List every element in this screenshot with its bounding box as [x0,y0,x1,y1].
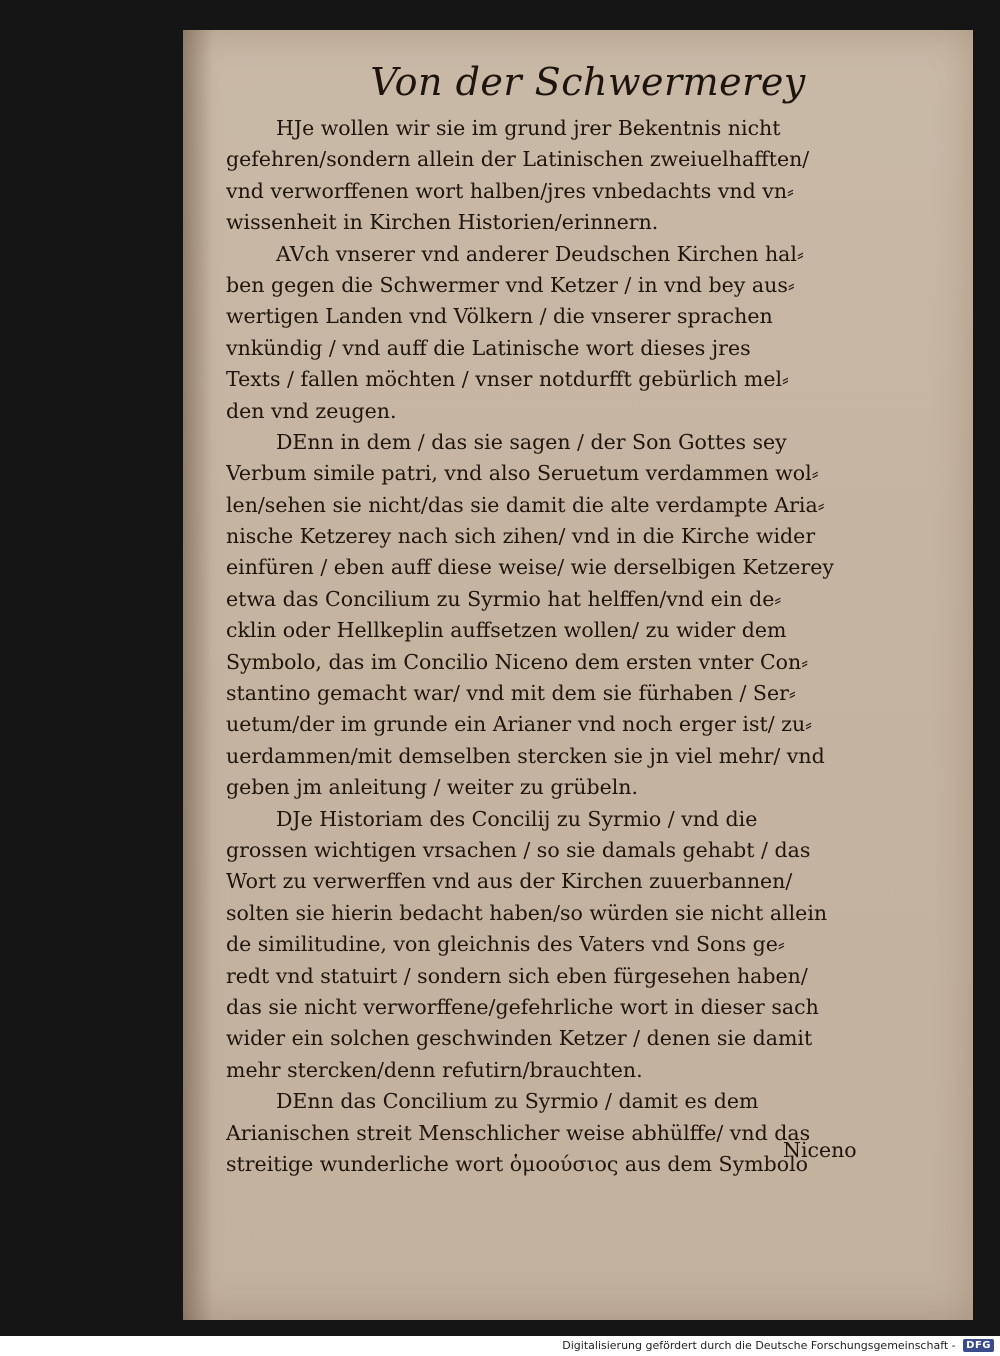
text-line: AVch vnserer vnd anderer Deudschen Kirchen hal⸗ [276,241,804,266]
text-line: einfüren / eben auff diese weise/ wie derselbigen Ketzerey [226,555,834,580]
text-line: redt vnd statuirt / sondern sich eben fürgesehen haben/ [226,963,808,988]
text-line: DEnn das Concilium zu Syrmio / damit es dem [276,1089,759,1114]
catchword: Niceno [783,1138,857,1162]
text-line: etwa das Concilium zu Syrmio hat helffen/vnd ein de⸗ [226,586,782,611]
text-line: DJe Historiam des Concilij zu Syrmio / vnd die [276,806,758,831]
text-line: uerdammen/mit demselben stercken sie jn viel mehr/ vnd [226,743,825,768]
text-line: DEnn in dem / das sie sagen / der Son Gottes sey [276,429,787,454]
text-line: solten sie hierin bedacht haben/so würden sie nicht allein [226,900,828,925]
text-line: Symbolo, das im Concilio Niceno dem ersten vnter Con⸗ [226,649,809,674]
page-header: Von der Schwermerey [370,60,806,104]
footer-bar [0,1336,1000,1356]
footer-credit: Digitalisierung gefördert durch die Deutsche Forschungsgemeinschaft - [562,1339,956,1352]
text-line: cklin oder Hellkeplin auffsetzen wollen/ zu wider dem [226,618,787,643]
text-line: vnkündig / vnd auff die Latinische wort dieses jres [226,335,751,360]
text-line: nische Ketzerey nach sich zihen/ vnd in die Kirche wider [226,524,816,549]
text-line: wertigen Landen vnd Völkern / die vnserer sprachen [226,304,773,329]
text-line: Verbum simile patri, vnd also Seruetum verdammen wol⸗ [226,461,819,486]
text-line: Wort zu verwerffen vnd aus der Kirchen zuuerbannen/ [226,869,793,894]
text-line: ben gegen die Schwermer vnd Ketzer / in vnd bey aus⸗ [226,272,795,297]
text-line: stantino gemacht war/ vnd mit dem sie fürhaben / Ser⸗ [226,681,796,706]
text-line: geben jm anleitung / weiter zu grübeln. [226,775,639,800]
book-page [183,30,973,1320]
text-line: streitige wunderliche wort ὁμοούσιος aus dem Symbolo [226,1151,808,1176]
text-line: uetum/der im grunde ein Arianer vnd noch erger ist/ zu⸗ [226,712,812,737]
text-line: wissenheit in Kirchen Historien/erinnern. [226,210,659,235]
text-line: vnd verworffenen wort halben/jres vnbedachts vnd vn⸗ [226,178,794,203]
text-line: grossen wichtigen vrsachen / so sie damals gehabt / das [226,837,811,862]
text-line: den vnd zeugen. [226,398,397,423]
text-line: len/sehen sie nicht/das sie damit die alte verdampte Aria⸗ [226,492,825,517]
text-line: das sie nicht verworffene/gefehrliche wort in dieser sach [226,994,819,1019]
text-line: gefehren/sondern allein der Latinischen zweiuelhafften/ [226,147,810,172]
text-line: Texts / fallen möchten / vnser notdurfft gebürlich mel⸗ [226,367,789,392]
text-line: HJe wollen wir sie im grund jrer Bekentnis nicht [276,116,781,140]
text-line: wider ein solchen geschwinden Ketzer / denen sie damit [226,1026,813,1051]
body-text [226,113,876,1180]
text-line: de similitudine, von gleichnis des Vaters vnd Sons ge⸗ [226,932,785,957]
text-line: mehr stercken/denn refutirn/brauchten. [226,1057,643,1082]
text-line: Arianischen streit Menschlicher weise abhülffe/ vnd das [226,1120,811,1145]
dfg-logo-icon: DFG [963,1339,994,1352]
